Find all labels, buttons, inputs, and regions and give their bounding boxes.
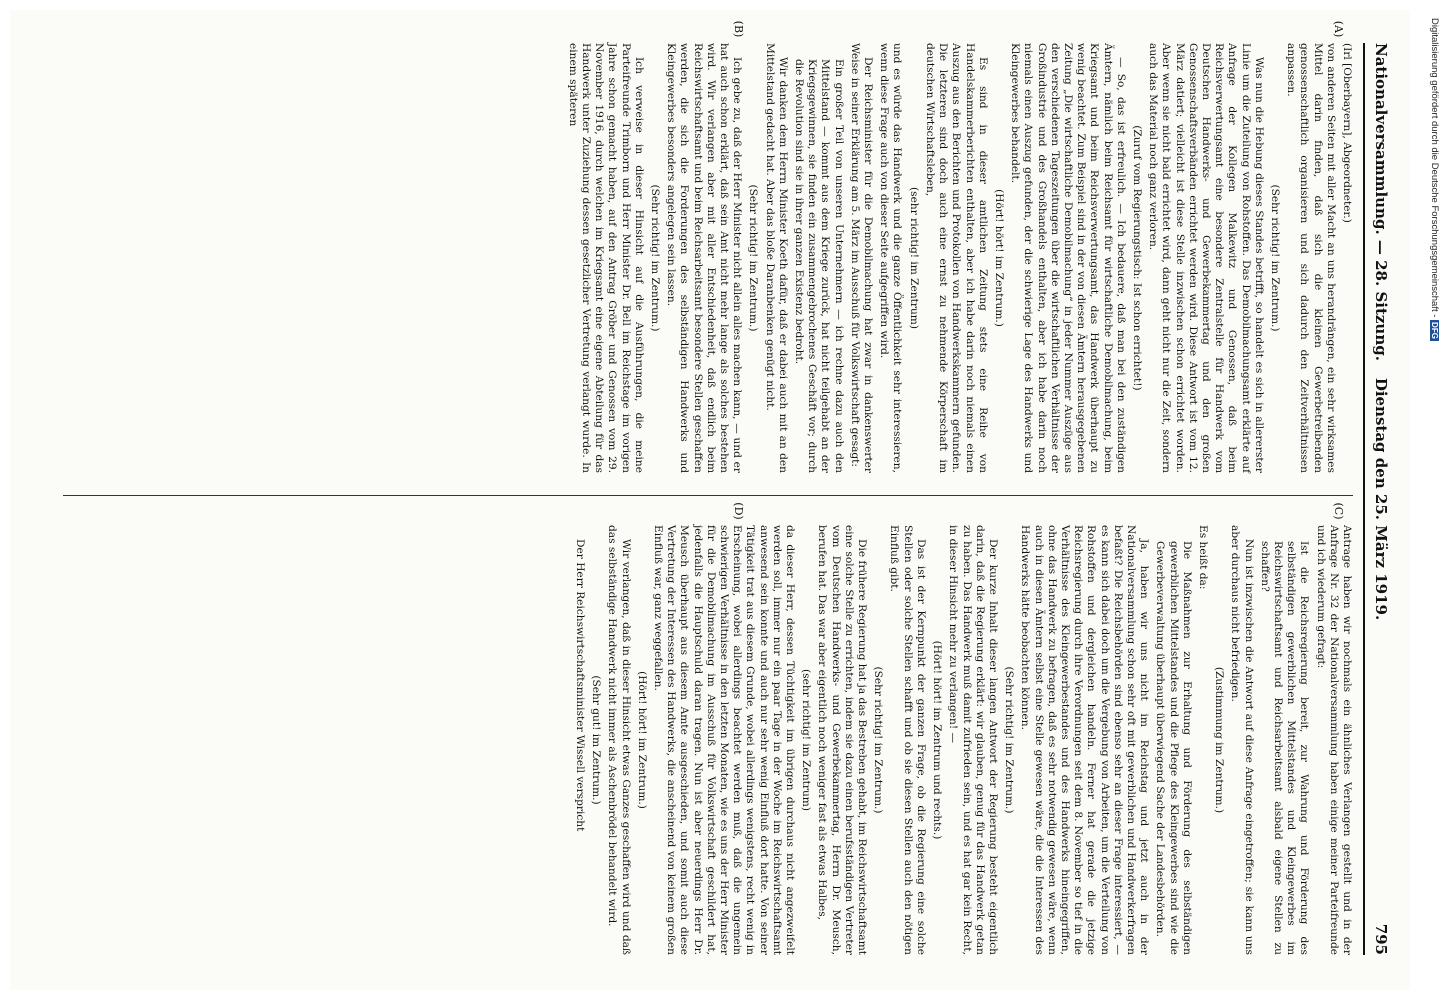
stamp-text: Digitalisierung gefördert durch die Deutsche Forschungsgemeinschaft -: [1429, 18, 1440, 318]
dfg-logo: DFG: [1430, 322, 1439, 339]
paragraph: Ich verweise in dieser Hinsicht auf die Ausführungen, die meine Parteifreunde Trimborn und Herr Minister Dr. Bell im Reichstage im vorigen Jahre schon gemacht haben, auf den Antrag Gröber und Genossen vom 29. November 1916, durch welchen im Kriegsamt eine eigene Abteilung für das Handwerk unter Zuziehung dessen gesetzlicher Vertretung verlangt wurde. In einem späteren: [566, 43, 645, 473]
margin-marker-d: (D): [732, 502, 745, 520]
text-column-left: [53, 43, 1353, 473]
paragraph: Wir verlangen, daß in dieser Hinsicht etwas Ganzes geschaffen wird und daß das selbständige Handwerk nicht immer als Aschenbrödel behandelt wird.: [606, 525, 632, 955]
paragraph: Der Herr Reichswirtschaftsminister Wissell verspricht: [574, 539, 587, 832]
paragraph: (Sehr richtig! im Zentrum.): [649, 184, 662, 332]
header-session: Nationalversammlung. — 28. Sitzung.: [1372, 43, 1390, 361]
paragraph: (sehr richtig! im Zentrum): [800, 669, 813, 811]
margin-marker-c: (C): [1332, 502, 1345, 520]
paragraph: Es heißt da:: [1196, 525, 1209, 590]
paragraph: (Hört! hört! im Zentrum.): [992, 189, 1005, 327]
paragraph: Es sind in dieser amtlichen Zeitung stets eine Reihe von Handelskammerberichten enthalten, aber ich habe darin noch niemals einen Auszug aus den Berichten und Protokollen von Handwerkskammern gefunden. Die letzteren sind doch auch eine ernst zu nehmende Körperschaft im deutschen Wirtschaftsleben,: [923, 43, 989, 473]
paragraph: (Sehr gut! im Zentrum.): [590, 675, 603, 805]
paragraph: Die frühere Regierung hat ja das Bestreben gehabt, im Reichswirtschaftsamt eine solche Stelle zu errichten, indem sie dazu einen berufsständigen Vertreter vom Deutschen Handwerks- und Gewerbekammertag, Herrn Dr. Meusch, berufen hat. Das war aber eigentlich noch weniger fast als etwas Halbes,: [816, 525, 869, 955]
paragraph: (Sehr richtig! im Zentrum.): [872, 666, 885, 814]
paragraph: Nun ist inzwischen die Antwort auf diese Anfrage eingetroffen; sie kann uns aber durchaus nicht befriedigen.: [1229, 525, 1255, 955]
paragraph: (Sehr richtig! im Zentrum.): [1003, 666, 1016, 814]
paragraph: Ein großer Teil von unseren Unternehmern — ich rechne dazu auch den Mittelstand — kommt aus dem Kriege zurück, hat nicht teilgehabt an der Kriegsgewinnen, sie finden ein zusammengebrochenes Geschäft vor; durch die Revolution sind sie in ihrer ganzen Existenz bedroht.: [793, 59, 845, 473]
paragraph: Die Maßnahmen zur Erhaltung und Förderung des selbständigen gewerblichen Mittelstandes und die Pflege des Kleingewerbes sind wie die Gewerbeverwaltung überhaupt überwiegend Sache der Landesbehörden.: [1154, 541, 1193, 955]
header-date: Dienstag den 25. März 1919.: [1372, 377, 1390, 621]
paragraph: (Irl [Oberbayern], Abgeordneter.): [1341, 43, 1353, 223]
paragraph: Ja, haben wir uns nicht im Reichstag und jetzt auch in der Nationalversammlung schon sehr oft mit gewerblichen und Handwerkerfragen befaßt? Die Reichsbehörden sind ebenso sehr an dieser Frage interessiert, — es kann sich dabei doch um die Vergebung von Arbeiten, um die Verteilung von Rohstoffen und dergleichen handeln. Ferner hat gerade die jetzige Reichsregierung durch ihre Verordnungen seit dem 8. November so tief in die Verhältnisse des Kleingewerbestandes und des Handwerks hineingegriffen, ohne das Handwerk zu befragen, daß es sehr notwendig gewesen wäre, wenn auch in diesen Ämtern selbst eine Stelle gewesen wäre, die die Interessen des Handwerks hätte beobachten können.: [1019, 525, 1151, 955]
paragraph: von anderen Seiten mit aller Macht an uns herandrängen, ein sehr wirksames Mittel darin finden, daß sich die kleinen Gewerbetreibenden genossenschaftlich organisieren und sich dadurch den Zeitverhältnissen anpassen.: [1285, 43, 1337, 473]
paragraph: Wir danken dem Herrn Minister Koeth dafür, daß er dabei auch mit an den Mittelstand gedacht hat. Aber das bloße Daranbenken genügt nicht.: [763, 43, 789, 473]
paragraph: (Zuruf vom Regierungstisch: Ist schon errichtet!): [1130, 125, 1143, 391]
digitization-stamp: [1428, 18, 1442, 618]
text-column-right: [53, 525, 1353, 955]
paragraph: da dieser Herr, dessen Tüchtigkeit im übrigen durchaus nicht angezweifelt werden soll, immer nur ein paar Tage in der Woche im Reichswirtschaftsamt anwesend sein konnte und auch nur sehr wenig Einfluß dort hatte. Von seiner Tätigkeit trat aus diesem Grunde, wobei allerdings wenigstens, recht wenig in Erscheinung, wobei allerdings beachtet werden muß, daß die ungemein schwierigen Verhältnisse in den letzten Monaten, wie es uns der Herr Minister für die Demobilmachung im Ausschuß für Volkswirtschaft geschildert hat, jedenfalls die Hauptschuld daran tragen. Nun ist aber neuerdings Herr Dr. Meusch überhaupt aus diesem Amte ausgeschieden, und somit auch diese Vertretung der Interessen des Handwerks, die anscheinend von keinem großen Einfluß war, ganz weggefallen.: [652, 525, 797, 955]
paragraph: (Sehr richtig! im Zentrum.): [1268, 184, 1281, 332]
paragraph: Antrage haben wir nochmals ein ähnliches Verlangen gestellt und in der Anfrage Nr. 32 der Nationalversammlung haben einige meiner Parteifreunde und ich wiederum gefragt:: [1314, 525, 1353, 955]
paragraph: Der kurze Inhalt dieser langen Antwort der Regierung besteht eigentlich darin, daß die Regierung erklärt: wir glauben, genug für das Handwerk getan zu haben. Das Handwerk muß damit zufrieden sein, und es hat gar kein Recht, in dieser Hinsicht mehr zu verlangen! —: [947, 525, 999, 955]
paragraph: Ich gebe zu, daß der Herr Minister nicht allein alles machen kann, — und er hat auch schon erklärt, daß sein Amt nicht mehr lange als solches bestehen wird. Wir verlangen aber mit aller Entschiedenheit, daß endlich beim Reichswirtschaftsamt und beim Reichsarbeitsamt besondere Stellen geschaffen werden, die sich die Forderungen des selbständigen Handwerks und Kleingewerbes besonders angelegen sein lassen.: [665, 43, 744, 473]
paragraph: Was nun die Hebung dieses Standes betrifft, so handelt es sich in allererster Linie um die Zuteilung von Rohstoffen. Das Demobilmachungsamt erklärte auf Anfrage der Kollegen Malkewitz und Genossen, daß beim Reichsverwertungsamt eine besondere Zentralstelle für Handwerk vom Deutschen Handwerks- und Gewerbekammertag und den großen Genossenschaftsverbänden errichtet werden wird. Diese Antwort ist vom 12. März datiert; vielleicht ist diese Stelle inzwischen schon errichtet worden. Aber wenn sie nicht bald errichtet wird, dann geht nicht nur die Zeit, sondern auch das Material noch ganz verloren.: [1147, 43, 1265, 473]
paragraph: Der Reichsminister für die Demobilmachung hat zwar in dankenswerter Weise in seiner Erklärung am 5. März im Ausschuß für Volkswirtschaft gesagt:: [848, 43, 875, 473]
margin-marker-b: (B): [732, 20, 745, 38]
paragraph: (Zustimmung im Zentrum.): [1213, 666, 1226, 814]
paragraph: — So, das ist erfreulich. — Ich bedauere, daß man bei den zuständigen Ämtern, nämlich beim Reichsamt für wirtschaftliche Demobilmachung, beim Kriegsamt und beim Reichsverwertungsamt, das Handwerk überhaupt zu wenig beachtet. Zum Beispiel sind in der von diesen Ämtern herausgegebenen Zeitung „Die wirtschaftliche Demobilmachung“ in jeder Nummer Auszüge aus den verschiedenen Tageszeitungen über die wirtschaftlichen Verhältnisse der Großindustrie und des Großhandels enthalten, aber ich habe darin noch niemals einen Auszug gefunden, der die schwierige Lage des Handwerks und Kleingewerbes behandelt.: [1009, 43, 1127, 473]
paragraph: (Sehr richtig! im Zentrum.): [747, 184, 760, 332]
paragraph: (sehr richtig! im Zentrum): [907, 187, 920, 329]
page-header: [1363, 43, 1391, 955]
paragraph: (Hört! hört! im Zentrum und rechts.): [931, 640, 944, 840]
scanned-page: [10, 10, 1440, 990]
column-divider: [63, 495, 1353, 496]
paragraph: Ist die Reichsregierung bereit, zur Wahrung und Förderung des selbständigen gewerblichen Mittelstandes und Kleingewerbes im Reichswirtschaftsamt und Reichsarbeitsamt alsbald eigene Stellen zu schaffen?: [1258, 541, 1311, 955]
page-number: 795: [1372, 923, 1390, 955]
margin-marker-a: (A): [1332, 20, 1345, 38]
paragraph: und es würde das Handwerk und die ganze Öffentlichkeit sehr interessieren, wenn diese Frage auch von dieser Seite aufgegriffen wird.: [878, 43, 904, 473]
paragraph: (Hört! hört! im Zentrum.): [635, 671, 648, 809]
paragraph: Das ist der Kernpunkt der ganzen Frage, ob die Regierung eine solche Stellen oder solche Stellen schafft und ob sie diesen Stellen auch den nötigen Einfluß gibt.: [888, 525, 927, 955]
rotated-newspaper-page: [25, 15, 1405, 975]
